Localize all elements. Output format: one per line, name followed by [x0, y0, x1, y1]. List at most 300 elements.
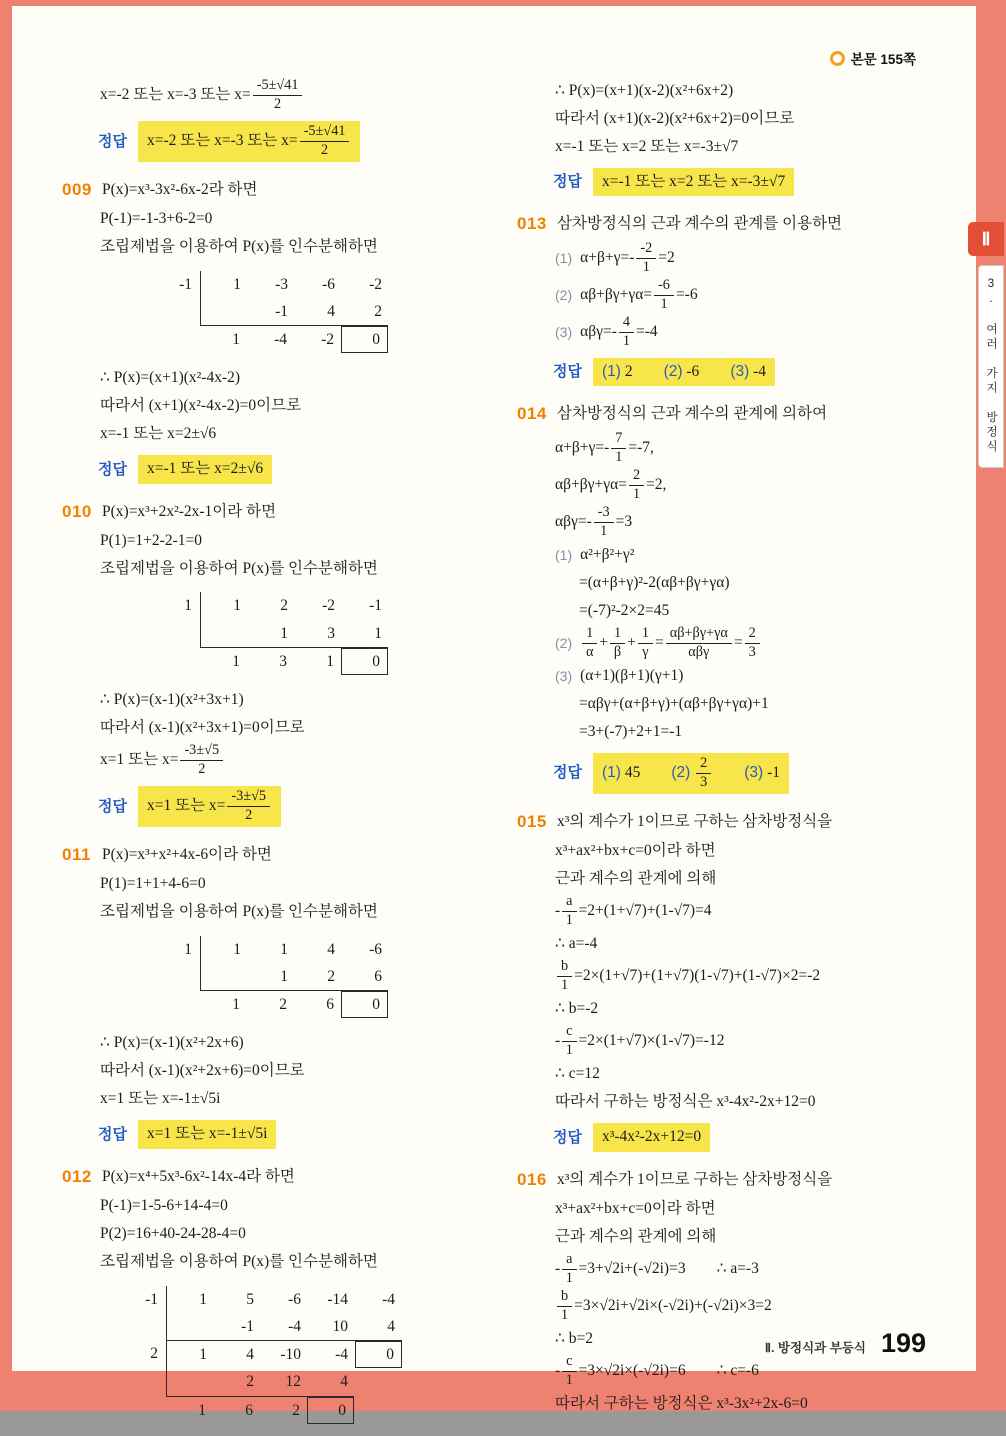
fraction-denominator: 1: [632, 485, 641, 502]
table-divisor-label: 1: [162, 592, 201, 619]
table-cell: -4: [288, 1317, 301, 1335]
table-divisor-label: -1: [162, 271, 201, 298]
fraction: [666, 626, 732, 661]
item-marker: (3): [730, 362, 750, 380]
table-cell: 0: [341, 991, 388, 1018]
table-cell: 10: [332, 1317, 348, 1335]
fraction-numerator: 2: [745, 626, 760, 644]
table-cell: -4: [274, 331, 287, 349]
solution-line: [62, 687, 502, 713]
answer-label: 정답: [553, 173, 582, 191]
table-cell: -1: [241, 1317, 254, 1335]
solution-text: $\frac{1}{\alpha}$ + $\frac{1}{\beta}$ + $\frac{1}{\gamma}$ = $\frac{\alpha\beta+\beta\gamma+\gamma\alpha}{\text{αβγ}}$ = $\frac{2}{3}$: [580, 626, 762, 661]
solution-line: [517, 431, 967, 466]
fraction-denominator: 2: [245, 807, 253, 824]
solution-line: [517, 570, 967, 596]
table-row: [162, 271, 502, 298]
solution-line: [517, 691, 967, 717]
solution-line: [517, 315, 967, 350]
fraction: [557, 959, 572, 994]
problem-text: P(x)=x³+x²+4x-6이라 하면: [102, 846, 272, 863]
table-cells: [201, 963, 389, 990]
fraction: [638, 626, 653, 661]
solution-text: P(1)=1+2-2-1=0: [100, 532, 202, 550]
answer-label: 정답: [98, 1125, 127, 1143]
problem-text: 삼차방정식의 근과 계수의 관계에 의하여: [557, 405, 828, 423]
answer-highlight: x³-4x²-2x+12=0: [593, 1123, 710, 1151]
problem-text: P(x)=x³-3x²-6x-2라 하면: [102, 180, 258, 198]
solution-text: x³+ax²+bx+c=0이라 하면: [555, 842, 716, 860]
fraction: [619, 315, 634, 350]
table-cell: 4: [327, 940, 335, 958]
answer-highlight: (1) 2 (2) -6 (3) -4: [593, 358, 775, 386]
solution-text: α²+β²+γ²: [580, 545, 635, 563]
page-sheet: [12, 6, 976, 1419]
fraction-denominator: 2: [198, 761, 206, 778]
answer-highlight: x=-1 또는 x=2±√6: [138, 455, 272, 483]
fraction-numerator: -5±√41: [253, 78, 303, 96]
fraction: [582, 626, 597, 661]
table-cell: -3: [275, 275, 288, 293]
fraction: [654, 278, 674, 313]
solution-text: ∴ b=-2: [555, 1000, 599, 1017]
solution-text: - $\frac{c}{1}$ =2×(1+√7)×(1-√7)=-12: [555, 1023, 725, 1059]
solution-line: [62, 900, 502, 926]
table-cell: 1: [280, 624, 288, 642]
answer-highlight: x=1 또는 x=-1±√5i: [138, 1120, 276, 1148]
fraction-numerator: 2: [629, 468, 644, 486]
answer-row: [62, 121, 502, 162]
table-cells: [167, 1286, 402, 1313]
solution-text: αβγ=- $\frac{-3}{1}$ =3: [555, 503, 633, 539]
table-cell: -1: [275, 302, 288, 320]
solution-text: ∴ b=2: [555, 1329, 593, 1347]
solution-line: [62, 393, 502, 419]
side-tab-unit-roman: Ⅱ: [968, 222, 1004, 256]
solution-text: ∴ P(x)=(x-1)(x²+3x+1): [100, 690, 244, 708]
fraction-numerator: c: [562, 1024, 576, 1042]
solution-text: ∴ P(x)=(x-1)(x²+2x+6): [100, 1034, 244, 1052]
answer-label: 정답: [98, 460, 127, 478]
table-row: [162, 963, 502, 990]
solution-line: [62, 1194, 502, 1220]
solution-text: x=-1 또는 x=2±√6: [100, 425, 217, 443]
fraction-denominator: 1: [561, 1307, 569, 1324]
solution-text: ∴ P(x)=(x+1)(x²-4x-2): [100, 369, 241, 387]
table-cell: 1: [374, 624, 382, 642]
table-divisor-label: -1: [128, 1286, 167, 1313]
table-cell: 0: [341, 326, 388, 353]
solution-line: [517, 719, 967, 745]
table-cell: 3: [279, 652, 287, 670]
solution-line: [517, 468, 967, 503]
solution-line: [517, 1224, 967, 1250]
table-cell: 4: [246, 1346, 254, 1363]
fraction: [227, 789, 270, 824]
problem-text: P(x)=x³+2x²-2x-1이라 하면: [102, 502, 277, 520]
table-divisor-label: [162, 963, 201, 990]
solution-text: P(2)=16+40-24-28-4=0: [100, 1225, 246, 1243]
table-cells: [200, 325, 388, 353]
problem-number: 010: [62, 501, 92, 521]
table-divisor-label: [162, 620, 201, 647]
table-cell: 2: [279, 996, 287, 1014]
column-right: [517, 76, 967, 1419]
solution-text: P(1)=1+1+4-6=0: [100, 875, 206, 893]
table-divisor-label: [162, 990, 200, 1018]
synthetic-division-table: [162, 271, 502, 354]
table-cell: -6: [322, 275, 335, 293]
table-cells: [167, 1313, 402, 1340]
table-cell: 6: [326, 996, 334, 1014]
problem-number: 011: [62, 845, 91, 864]
chapter-side-tab: [962, 222, 1004, 468]
table-divisor-label: 1: [162, 936, 201, 963]
table-cell: -2: [369, 275, 382, 293]
fraction-denominator: 1: [561, 977, 569, 994]
solution-text: P(-1)=1-5-6+14-4=0: [100, 1197, 228, 1215]
item-marker: (1): [601, 362, 621, 380]
solution-line: [62, 78, 502, 113]
solution-text: 근과 계수의 관계에 의해: [555, 870, 717, 888]
problem-number: 014: [517, 404, 547, 424]
solution-text: ∴ a=-4: [555, 935, 598, 953]
solution-line: [517, 241, 967, 276]
table-cell: [201, 298, 248, 325]
fraction: [611, 431, 626, 466]
fraction-denominator: 3: [700, 773, 708, 790]
fraction-numerator: -3: [594, 505, 614, 523]
problem-item: [62, 843, 502, 868]
table-cell: 4: [387, 1317, 395, 1335]
problem-text: 삼차방정식의 근과 계수의 관계를 이용하면: [557, 215, 843, 233]
answer-row: [62, 786, 502, 827]
table-cell: [167, 1368, 214, 1395]
fraction: [745, 626, 760, 661]
answer-highlight: (1) 45 (2) $\frac{2}{3}$ (3) -1: [593, 753, 789, 794]
table-cell: 0: [307, 1397, 354, 1424]
table-row: [128, 1286, 502, 1313]
synthetic-division-table: [162, 592, 502, 675]
table-row: [162, 936, 502, 963]
problem-number: 013: [517, 214, 547, 234]
fraction-numerator: 2: [696, 756, 711, 774]
solution-text: α+β+γ=- $\frac{-2}{1}$ =2: [580, 240, 675, 276]
fraction-numerator: αβ+βγ+γα: [666, 626, 732, 644]
answer-row: [517, 1123, 967, 1151]
table-divisor-label: [162, 325, 200, 353]
fraction-denominator: 1: [565, 1042, 573, 1059]
table-cell: 0: [355, 1341, 402, 1368]
table-row: [128, 1396, 502, 1424]
fraction: [180, 743, 223, 778]
solution-text: - $\frac{a}{1}$ =3+√2i+(-√2i)=3 ∴ a=-3: [555, 1251, 759, 1287]
table-cell: 12: [285, 1373, 301, 1391]
solution-text: $\frac{b}{1}$ =2×(1+√7)+(1+√7)(1-√7)+(1-√7)×2=-2: [555, 959, 820, 994]
solution-line: [62, 743, 502, 778]
problem-text: x³의 계수가 1이므로 구하는 삼차방정식을: [557, 812, 833, 830]
solution-text: x³+ax²+bx+c=0이라 하면: [555, 1200, 716, 1218]
table-cell: -2: [322, 597, 335, 615]
table-cell: 0: [341, 648, 388, 675]
table-cells: [200, 647, 388, 675]
problem-item: [62, 178, 502, 203]
solution-line: [62, 1030, 502, 1056]
solution-text: 조립제법을 이용하여 P(x)를 인수분해하면: [100, 1253, 378, 1271]
table-cell: [167, 1313, 214, 1340]
fraction-denominator: β: [613, 643, 622, 660]
solution-line: [517, 838, 967, 864]
fraction-denominator: 1: [642, 259, 650, 276]
synthetic-division-table: [128, 1286, 502, 1424]
solution-line: [517, 1089, 967, 1115]
solution-line: [62, 1250, 502, 1276]
item-marker: (2): [555, 635, 573, 652]
fraction: [696, 756, 711, 791]
problem-item: [517, 810, 967, 835]
fraction-denominator: 1: [615, 449, 623, 465]
fraction-denominator: 1: [565, 912, 573, 929]
item-marker: (2): [555, 287, 573, 304]
fraction: [629, 468, 644, 503]
solution-line: [62, 365, 502, 391]
page-reference: [830, 48, 916, 68]
item-marker: (3): [744, 763, 764, 781]
table-row: [162, 620, 502, 647]
column-left: [62, 76, 502, 1436]
solution-line: [62, 872, 502, 898]
problem-number: 012: [62, 1166, 92, 1186]
solution-line: [517, 598, 967, 624]
solution-text: 따라서 (x+1)(x²-4x-2)=0이므로: [100, 397, 302, 415]
fraction-numerator: b: [557, 1289, 572, 1307]
table-cell: 6: [374, 967, 382, 985]
solution-line: [517, 134, 967, 160]
fraction: [562, 1354, 576, 1389]
solution-line: [517, 1196, 967, 1222]
table-row: [162, 990, 502, 1018]
problem-item: [62, 500, 502, 525]
solution-text: x=-1 또는 x=2 또는 x=-3±√7: [555, 137, 739, 155]
item-marker: (1): [555, 546, 573, 563]
solution-line: [517, 1252, 967, 1287]
answer-highlight: x=-2 또는 x=-3 또는 x= $\frac{-5\pm√41}{2}$: [138, 121, 360, 162]
table-row: [128, 1340, 502, 1368]
solution-line: [62, 235, 502, 261]
table-cells: [167, 1368, 355, 1395]
solution-text: =αβγ+(α+β+γ)+(αβ+βγ+γα)+1: [579, 694, 769, 712]
solution-text: - $\frac{c}{1}$ =3×√2i×(-√2i)=6 ∴ c=-6: [555, 1353, 759, 1389]
fraction-denominator: γ: [642, 643, 649, 660]
fraction-denominator: 1: [660, 296, 668, 313]
solution-line: [517, 542, 967, 568]
problem-number: 009: [62, 179, 92, 199]
solution-text: 따라서 (x-1)(x²+2x+6)=0이므로: [100, 1062, 305, 1080]
solution-line: [517, 663, 967, 689]
footer-chapter-title: Ⅱ. 방정식과 부등식: [764, 1341, 866, 1355]
fraction-denominator: α: [585, 643, 594, 660]
fraction-numerator: 1: [638, 626, 653, 644]
fraction-numerator: -5±√41: [300, 124, 350, 142]
item-marker: (3): [555, 324, 573, 341]
answer-label: 정답: [98, 797, 127, 815]
table-divisor-label: [162, 298, 201, 325]
table-row: [128, 1368, 502, 1395]
table-row: [162, 647, 502, 675]
solution-text: 조립제법을 이용하여 P(x)를 인수분해하면: [100, 903, 378, 921]
fraction: [300, 124, 350, 159]
fraction-numerator: a: [562, 1252, 576, 1270]
table-cell: 3: [327, 624, 335, 642]
table-cells: [201, 592, 389, 619]
table-cell: 1: [280, 940, 288, 958]
fraction: [610, 626, 625, 661]
fraction: [557, 1289, 572, 1324]
answer-highlight: x=-1 또는 x=2 또는 x=-3±√7: [593, 168, 794, 196]
solution-line: [517, 1354, 967, 1389]
solution-line: [62, 1086, 502, 1112]
solution-text: αβ+βγ+γα= $\frac{2}{1}$ =2,: [555, 466, 667, 502]
fraction-denominator: 2: [274, 95, 282, 112]
solution-text: =(-7)²-2×2=45: [579, 601, 670, 619]
solution-text: αβ+βγ+γα= $\frac{-6}{1}$ =-6: [580, 277, 698, 313]
solution-text: 근과 계수의 관계에 의해: [555, 1228, 717, 1246]
solution-text: (α+1)(β+1)(γ+1): [580, 666, 684, 684]
synthetic-division-table: [162, 936, 502, 1019]
table-cells: [167, 1340, 402, 1368]
fraction-numerator: 7: [611, 431, 626, 449]
table-cell: -6: [288, 1290, 301, 1308]
table-cell: [201, 620, 248, 647]
table-cells: [201, 298, 389, 325]
solution-text: 따라서 구하는 방정식은 x³-3x²+2x-6=0: [555, 1394, 808, 1412]
table-cell: -2: [321, 331, 334, 349]
problem-item: [517, 402, 967, 427]
table-cell: 1: [232, 996, 240, 1014]
table-cell: 1: [280, 967, 288, 985]
solution-line: [62, 421, 502, 447]
table-cell: 2: [374, 302, 382, 320]
table-cell: 2: [292, 1401, 300, 1419]
table-cell: 6: [245, 1401, 253, 1419]
fraction: [636, 241, 656, 276]
solution-line: [62, 528, 502, 554]
table-divisor-label: [128, 1368, 167, 1395]
fraction-numerator: 1: [610, 626, 625, 644]
item-marker: (1): [555, 250, 573, 267]
table-cell: 1: [232, 652, 240, 670]
answer-label: 정답: [553, 1128, 582, 1146]
fraction-numerator: -3±√5: [180, 743, 223, 761]
table-divisor-label: [128, 1313, 167, 1340]
table-cell: 2: [246, 1373, 254, 1391]
solution-line: [62, 715, 502, 741]
problem-number: 016: [517, 1169, 547, 1189]
table-cell: 2: [280, 597, 288, 615]
solution-text: =3+(-7)+2+1=-1: [579, 722, 683, 740]
table-cell: 5: [246, 1290, 254, 1308]
solution-text: 조립제법을 이용하여 P(x)를 인수분해하면: [100, 238, 378, 256]
fraction-numerator: c: [562, 1354, 576, 1372]
table-divisor-label: [128, 1396, 166, 1424]
solution-line: [517, 106, 967, 132]
answer-row: [62, 455, 502, 483]
table-cells: [166, 1396, 354, 1424]
table-cell: 4: [327, 302, 335, 320]
item-marker: (1): [601, 763, 621, 781]
answer-label: 정답: [553, 764, 582, 782]
table-cell: 4: [340, 1373, 348, 1391]
solution-line: [517, 278, 967, 313]
solution-text: - $\frac{a}{1}$ =2+(1+√7)+(1-√7)=4: [555, 893, 712, 929]
table-cell: -4: [335, 1346, 348, 1363]
table-cell: -10: [280, 1346, 301, 1363]
table-cell: 2: [327, 967, 335, 985]
solution-line: [62, 1058, 502, 1084]
solution-text: x=-2 또는 x=-3 또는 x= $\frac{-5\pm√41}{2}$: [100, 78, 304, 113]
solution-line: [517, 866, 967, 892]
solution-line: [517, 505, 967, 540]
table-cell: 1: [233, 275, 241, 293]
solution-text: ∴ P(x)=(x+1)(x-2)(x²+6x+2): [555, 81, 734, 99]
solution-text: x=1 또는 x= $\frac{-3\pm√5}{2}$: [100, 743, 225, 778]
fraction: [562, 1024, 576, 1059]
solution-line: [517, 1391, 967, 1417]
fraction-numerator: b: [557, 959, 572, 977]
table-cells: [200, 990, 388, 1018]
page-reference-text: 본문 155쪽: [850, 52, 916, 67]
problem-item: [62, 1165, 502, 1190]
fraction-denominator: 1: [565, 1270, 573, 1287]
side-tab-chapter-label: 3. 여러 가지 방정식: [978, 265, 1004, 468]
solution-text: 따라서 (x+1)(x-2)(x²+6x+2)=0이므로: [555, 109, 795, 127]
answer-row: [517, 753, 967, 794]
table-cell: 1: [326, 652, 334, 670]
solution-line: [517, 931, 967, 957]
fraction-numerator: -6: [654, 278, 674, 296]
table-row: [162, 592, 502, 619]
solution-line: [517, 626, 967, 661]
fraction-denominator: 1: [600, 522, 608, 539]
fraction-denominator: αβγ: [688, 643, 710, 660]
solution-line: [517, 894, 967, 929]
solution-text: $\frac{b}{1}$ =3×√2i+√2i×(-√2i)+(-√2i)×3=2: [555, 1289, 772, 1324]
table-cell: [201, 963, 248, 990]
solution-line: [517, 959, 967, 994]
answer-highlight: x=1 또는 x= $\frac{-3\pm√5}{2}$: [138, 786, 281, 827]
table-cell: 1: [233, 940, 241, 958]
fraction: [594, 505, 614, 540]
target-circle-icon: [830, 51, 845, 66]
answer-row: [62, 1120, 502, 1148]
solution-text: 조립제법을 이용하여 P(x)를 인수분해하면: [100, 560, 378, 578]
fraction-numerator: -2: [636, 241, 656, 259]
page-footer: [765, 1328, 926, 1359]
fraction-numerator: 4: [619, 315, 634, 333]
solution-line: [62, 1222, 502, 1248]
solution-line: [62, 207, 502, 233]
fraction: [562, 894, 576, 929]
table-cell: 1: [199, 1346, 207, 1363]
page-number: 199: [880, 1328, 926, 1358]
table-cell: -4: [382, 1290, 395, 1308]
solution-text: =(α+β+γ)²-2(αβ+βγ+γα): [579, 573, 730, 591]
table-cells: [201, 620, 389, 647]
table-cell: 1: [232, 331, 240, 349]
fraction: [562, 1252, 576, 1287]
fraction-denominator: 1: [622, 332, 631, 349]
table-cell: -6: [369, 940, 382, 958]
